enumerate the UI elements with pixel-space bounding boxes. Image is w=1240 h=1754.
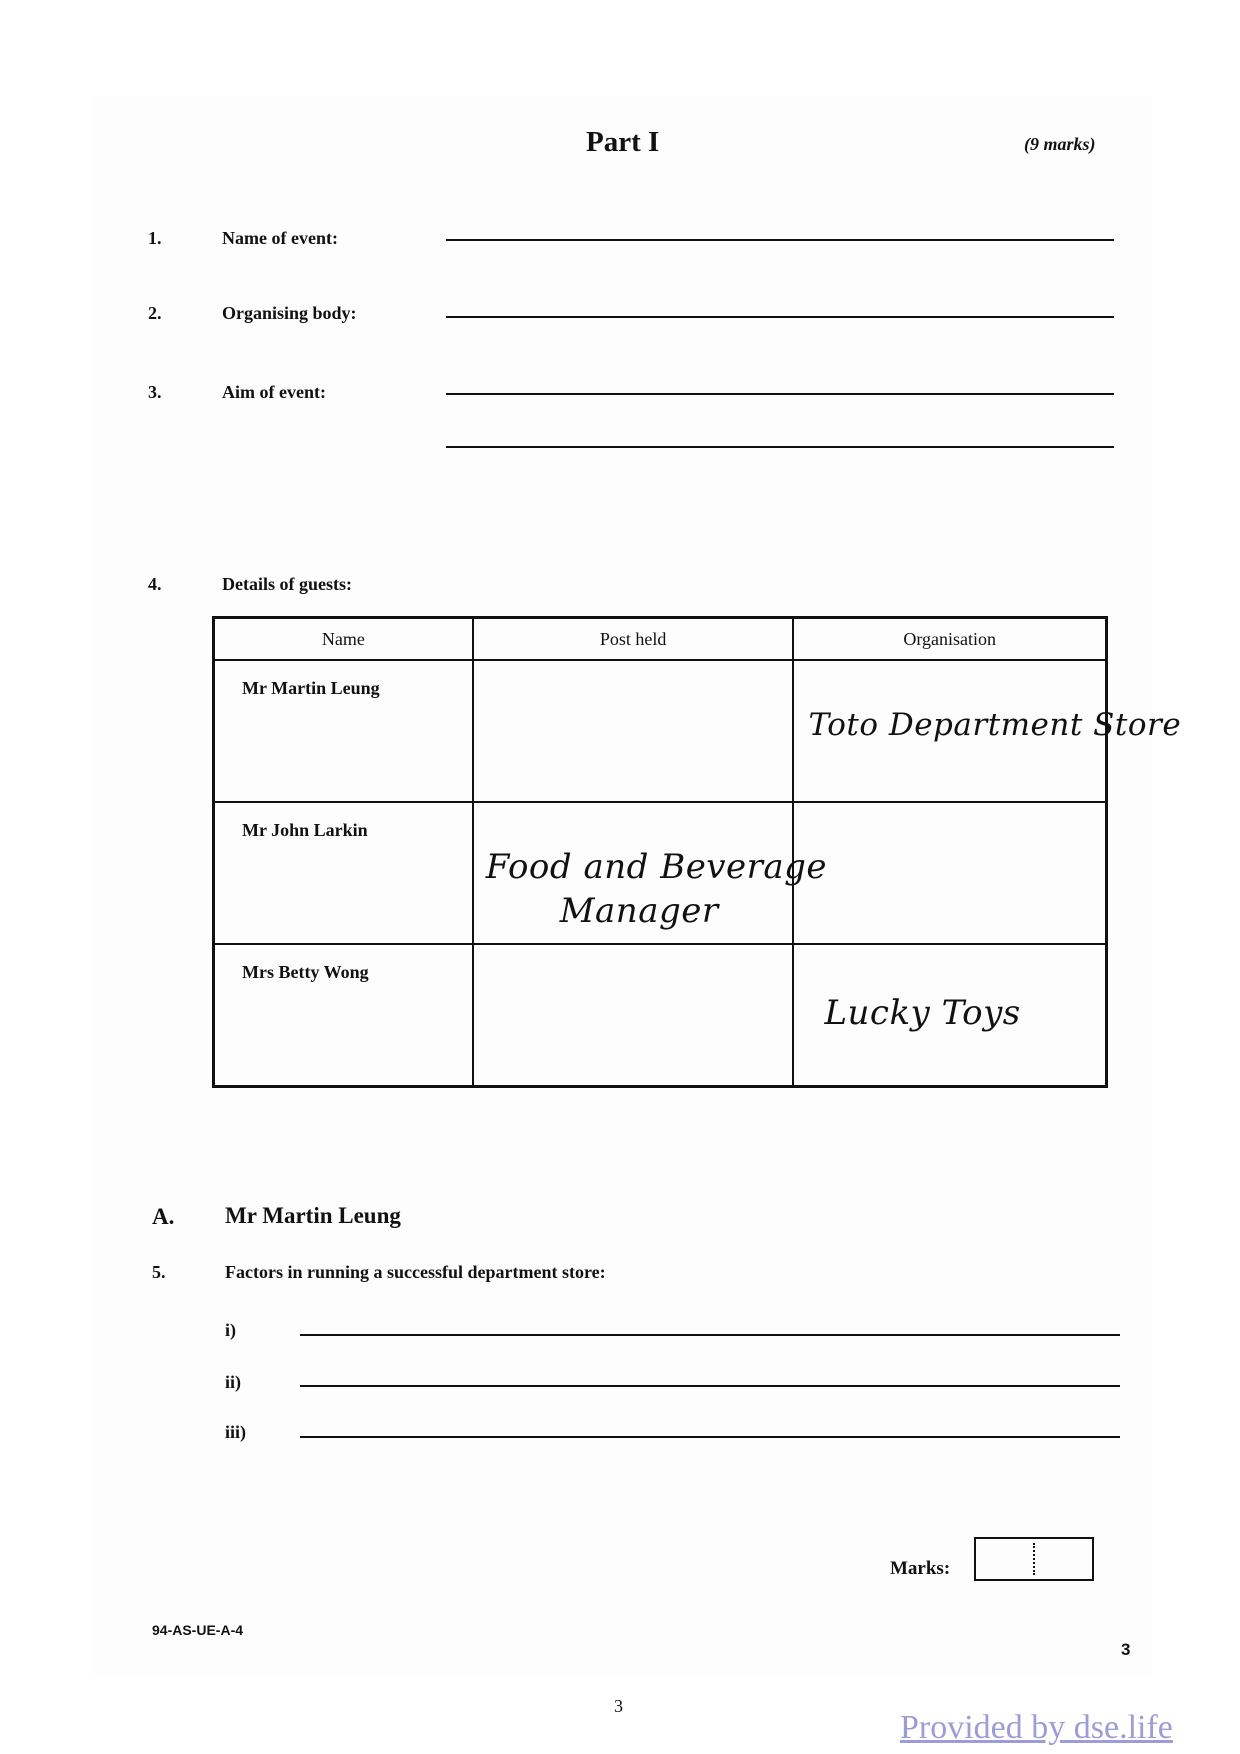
marks-box-divider [1033, 1543, 1035, 1575]
answer-line-aim-2[interactable] [446, 446, 1114, 448]
table-row [214, 802, 1107, 944]
section-letter: A. [152, 1204, 175, 1229]
marks-label: Marks: [890, 1558, 951, 1579]
answer-line-factor-iii[interactable] [300, 1436, 1120, 1438]
organisation-cell[interactable] [793, 660, 1182, 802]
marks-note: (9 marks) [1024, 134, 1096, 154]
page-number-center: 3 [614, 1696, 623, 1716]
section-title: Mr Martin Leung [225, 1203, 401, 1228]
column-header-post-held: Post held [473, 618, 794, 661]
question-3-label: Aim of event: [222, 382, 326, 402]
guest-name: Mr Martin Leung [242, 678, 380, 698]
factor-label-iii: iii) [225, 1422, 246, 1442]
answer-line-factor-i[interactable] [300, 1334, 1120, 1336]
paper-code: 94-AS-UE-A-4 [152, 1622, 244, 1638]
organisation-cell[interactable] [793, 802, 1106, 944]
column-header-organisation: Organisation [793, 618, 1106, 661]
handwritten-organisation: Lucky Toys [824, 993, 1021, 1033]
table-header-row [214, 618, 1107, 661]
answer-line-organising-body[interactable] [446, 316, 1114, 318]
post-held-cell[interactable] [473, 660, 794, 802]
answer-line-event-name[interactable] [446, 239, 1114, 241]
question-5-number: 5. [152, 1262, 166, 1282]
question-1-label: Name of event: [222, 228, 338, 248]
organisation-cell[interactable] [793, 944, 1106, 1086]
page-title: Part I [586, 126, 660, 158]
question-3-number: 3. [148, 382, 162, 402]
answer-line-factor-ii[interactable] [300, 1385, 1120, 1387]
marks-box[interactable] [974, 1537, 1094, 1581]
table-row [214, 944, 1107, 1086]
page-number-right: 3 [1121, 1640, 1131, 1659]
guests-table [212, 616, 1182, 1088]
factor-label-ii: ii) [225, 1372, 241, 1392]
question-5-label: Factors in running a successful department store: [225, 1262, 606, 1282]
question-4-number: 4. [148, 574, 162, 594]
post-held-cell[interactable] [473, 802, 828, 944]
post-held-cell[interactable] [473, 944, 794, 1086]
answer-line-aim-1[interactable] [446, 393, 1114, 395]
factor-label-i: i) [225, 1320, 236, 1340]
provided-by-link[interactable]: Provided by dse.life [900, 1709, 1173, 1746]
handwritten-organisation: Toto Department Store [808, 707, 1182, 743]
guest-name: Mrs Betty Wong [242, 962, 369, 982]
guest-name-cell [214, 802, 473, 944]
question-1-number: 1. [148, 228, 162, 248]
column-header-name: Name [214, 618, 473, 661]
guest-name-cell [214, 944, 473, 1086]
handwritten-post-line-1: Food and Beverage [485, 847, 828, 887]
handwritten-post-line-2: Manager [559, 891, 719, 931]
table-row [214, 660, 1107, 802]
guest-name: Mr John Larkin [242, 820, 368, 840]
question-2-number: 2. [148, 303, 162, 323]
question-2-label: Organising body: [222, 303, 357, 323]
question-4-label: Details of guests: [222, 574, 352, 594]
guest-name-cell [214, 660, 473, 802]
